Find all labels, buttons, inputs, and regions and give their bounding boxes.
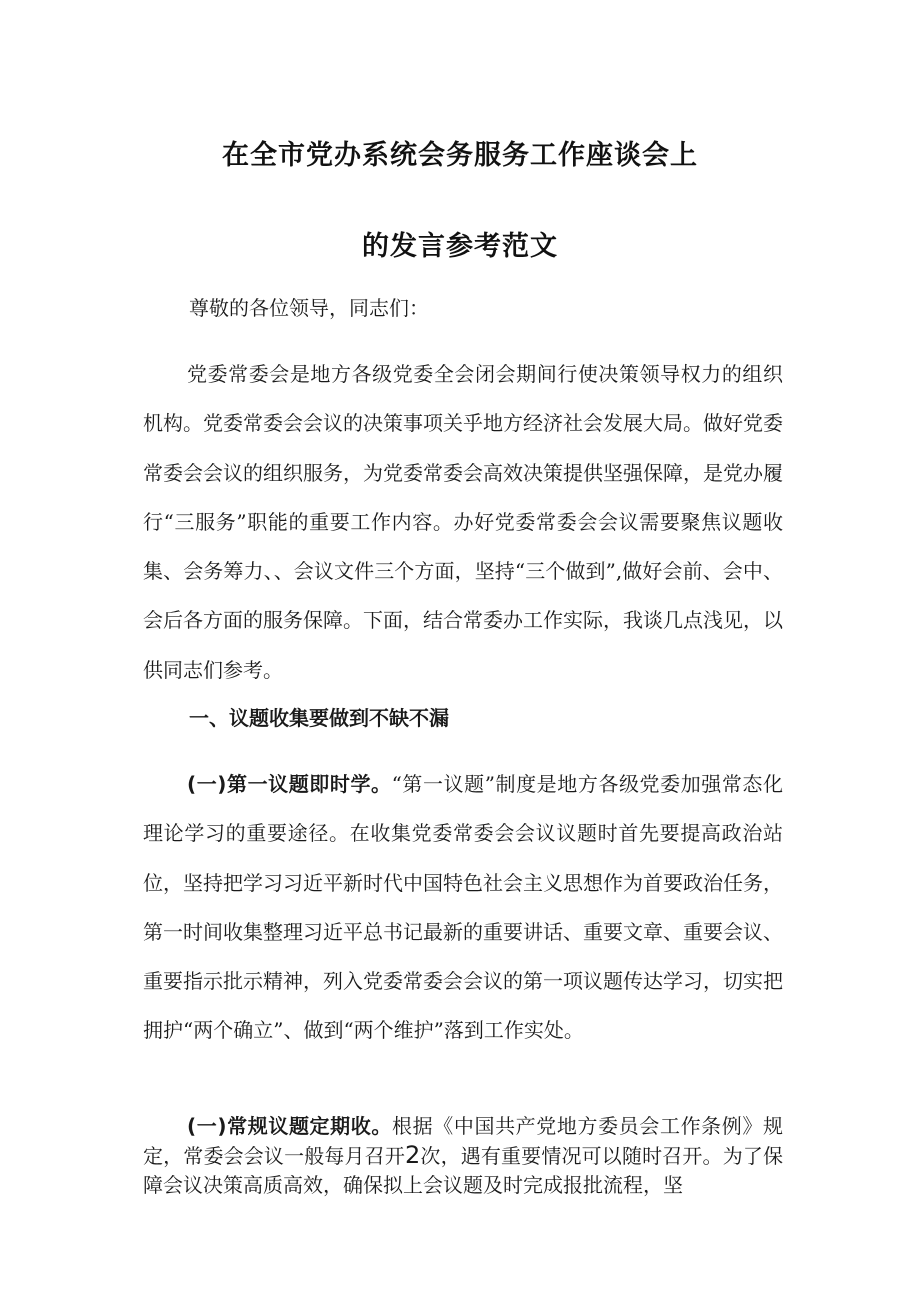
item-2-count: 2 bbox=[404, 1141, 421, 1169]
item-1-body: “第一议题”制度是地方各级党委加强常态化理论学习的重要途径。在收集党委常委会会议议题时首先要提高政治站位，坚持把学习习近平新时代中国特色社会主义思想作为首要政治任务，第一时间收集整理习近平总书记最新的重要讲话、重要文章、重要会议、重要指示批示精神，列入党委常委会会议的第一项议题传达学习，切实把拥护“两个确立”、做到“两个维护”落到工作实处。 bbox=[143, 772, 784, 1043]
item-2-paragraph bbox=[143, 1112, 783, 1200]
section-1-heading: 一、议题收集要做到不缺不漏 bbox=[189, 706, 449, 730]
document-title-line-2: 的发言参考范文 bbox=[362, 231, 558, 262]
item-2-body-before: 根据《中国共产党地方委员会工作条例》规定，常委会会议一般每月召开 bbox=[143, 1114, 784, 1168]
intro-paragraph: 党委常委会是地方各级党委全会闭会期间行使决策领导权力的组织机构。党委常委会会议的决策事项关乎地方经济社会发展大局。做好党委常委会会议的组织服务，为党委常委会高效决策提供坚强保障，是党办履行“三服务”职能的重要工作内容。办好党委常委会会议需要聚焦议题收集、会务筹力、、会议文件三个方面，坚持“三个做到”,做好会前、会中、会后各方面的服务保障。下面，结合常委办工作实际，我谈几点浅见，以供同志们参考。 bbox=[143, 362, 783, 682]
item-1-paragraph bbox=[143, 760, 783, 1056]
item-2-lead: (一)常规议题定期收。 bbox=[187, 1114, 393, 1138]
item-2-body-after: 次，遇有重要情况可以随时召开。为了保障会议决策高质高效，确保拟上会议题及时完成报批流程，坚 bbox=[143, 1144, 784, 1197]
document-title-line-1: 在全市党办系统会务服务工作座谈会上 bbox=[222, 140, 698, 171]
item-1-lead: (一)第一议题即时学。 bbox=[187, 772, 392, 796]
greeting: 尊敬的各位领导，同志们： bbox=[189, 296, 429, 320]
